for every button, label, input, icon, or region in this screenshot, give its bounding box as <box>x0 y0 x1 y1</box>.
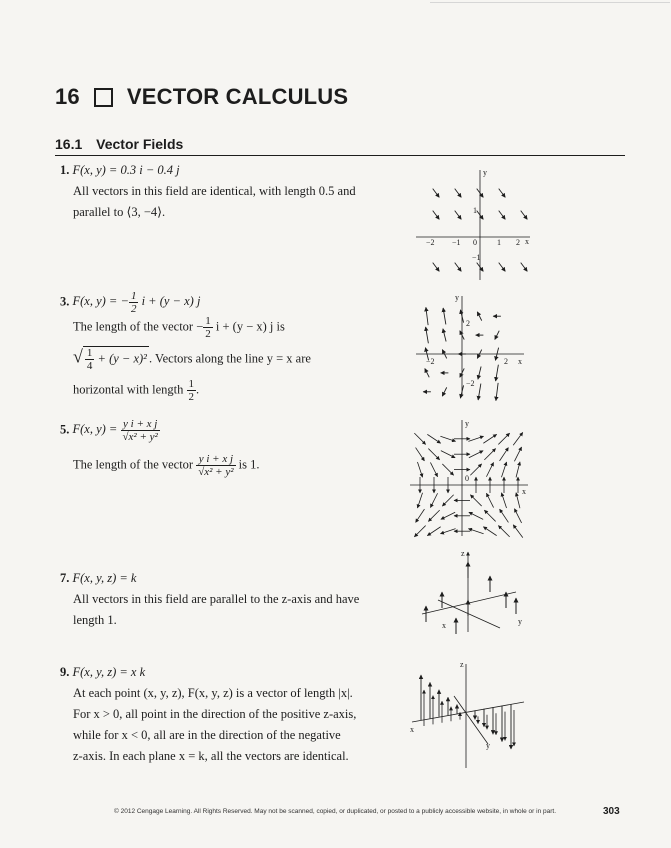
field-arrow <box>498 433 509 444</box>
field-arrow <box>430 462 437 476</box>
field-arrow <box>496 365 499 381</box>
formula-part: F(x, y) = <box>72 422 118 437</box>
text-part: is 1. <box>238 457 260 472</box>
tick-label: −2 <box>466 379 475 388</box>
tick-label: 0 <box>473 238 477 247</box>
y-axis-label: y <box>455 293 459 302</box>
tick-label: −1 <box>472 253 481 262</box>
problem-text-line: length 1. <box>73 613 117 627</box>
fraction-numerator: 1 <box>188 378 195 390</box>
field-arrow <box>468 436 483 441</box>
fraction-denominator: √x² + y² <box>122 431 158 443</box>
field-arrow <box>483 527 496 536</box>
fraction <box>196 453 235 478</box>
field-arrow <box>433 211 440 220</box>
field-arrow <box>427 527 440 536</box>
fraction-denominator: √x² + y² <box>198 466 234 478</box>
problem-text-line: All vectors in this field are identical, with length 0.5 and <box>73 184 356 198</box>
fraction <box>85 347 95 372</box>
field-arrow <box>428 449 439 460</box>
chapter-number: 16 <box>55 84 80 109</box>
field-arrow <box>483 434 496 443</box>
field-arrow <box>495 331 499 340</box>
problem-text-line: z-axis. In each plane x = k, all the vectors are identical. <box>73 749 349 763</box>
field-arrow <box>516 462 520 478</box>
z-axis-label: z <box>461 549 465 558</box>
problem-text-line <box>60 453 360 478</box>
fraction-numerator: 1 <box>205 315 211 327</box>
field-arrow <box>521 211 528 220</box>
field-arrow <box>501 462 506 477</box>
section-heading <box>55 136 625 156</box>
problem-7 <box>60 568 360 631</box>
tick-label: 2 <box>466 319 470 328</box>
problem-9 <box>60 662 360 767</box>
x-axis-label: x <box>522 487 526 496</box>
chapter-title: VECTOR CALCULUS <box>126 84 349 109</box>
y-axis <box>454 696 488 744</box>
fraction-denominator: 2 <box>188 391 195 403</box>
fraction-denominator: 4 <box>86 360 93 372</box>
problem-formula <box>72 418 160 443</box>
section-number: 16.1 <box>55 136 83 152</box>
vector-arrows <box>426 562 516 634</box>
field-arrow <box>500 448 509 461</box>
field-arrow <box>440 529 455 534</box>
vector-field-figure-3 <box>416 292 524 396</box>
field-arrow <box>486 462 493 476</box>
problem-text-line <box>60 378 360 403</box>
field-arrow <box>425 368 429 377</box>
field-arrow <box>469 512 483 519</box>
field-arrow <box>416 509 425 522</box>
z-axis-label: z <box>460 660 464 669</box>
x-axis <box>438 600 500 628</box>
formula-part: F(x, y) = − <box>72 294 129 309</box>
field-arrow <box>484 510 495 521</box>
fraction-numerator: 1 <box>86 347 93 359</box>
field-arrow <box>430 493 437 507</box>
field-arrow <box>514 447 521 461</box>
y-axis-label: y <box>465 419 469 428</box>
problem-number: 9. <box>60 665 70 679</box>
fraction <box>187 378 200 403</box>
problem-text-line: All vectors in this field are parallel to the z-axis and have <box>73 592 360 606</box>
field-arrow <box>513 525 523 538</box>
tick-label: 1 <box>497 238 501 247</box>
x-axis-label: x <box>518 357 522 366</box>
field-arrow <box>414 526 425 537</box>
fraction-numerator: y i + x j <box>196 453 235 466</box>
field-arrow <box>455 263 462 272</box>
field-arrow <box>498 526 509 537</box>
sqrt-symbol: √ <box>73 346 83 367</box>
field-arrow <box>443 329 446 342</box>
problem-5 <box>60 418 360 478</box>
field-arrow <box>521 263 528 272</box>
field-arrow <box>499 211 506 220</box>
field-arrow <box>486 493 493 507</box>
text-part: horizontal with length <box>73 382 187 397</box>
problem-number: 5. <box>60 422 70 437</box>
tick-label: 2 <box>516 238 520 247</box>
field-arrow <box>470 495 481 506</box>
field-arrow <box>433 189 440 198</box>
field-arrow <box>433 263 440 272</box>
field-arrow <box>440 436 455 441</box>
x-axis-label: x <box>442 621 446 630</box>
x-axis <box>412 702 524 722</box>
top-edge-line <box>430 2 670 3</box>
problem-3 <box>60 290 360 403</box>
field-arrow <box>514 509 521 523</box>
field-arrow <box>426 307 428 325</box>
field-arrow <box>441 512 455 519</box>
fraction-denominator: 2 <box>130 303 137 315</box>
field-arrow <box>484 449 495 460</box>
field-arrow <box>500 509 509 522</box>
vector-field-figure-1 <box>412 168 530 280</box>
fraction-denominator: 2 <box>205 328 211 340</box>
tick-label: −2 <box>426 357 435 366</box>
field-arrow <box>426 327 429 343</box>
field-arrow <box>499 263 506 272</box>
fraction <box>129 290 139 315</box>
y-axis-label: y <box>486 741 490 750</box>
fraction <box>203 315 213 340</box>
vector-field-figure-7 <box>412 548 528 644</box>
fraction-numerator: y i + x j <box>121 418 160 431</box>
text-part: . Vectors along the line y = x are <box>148 351 311 366</box>
field-arrow <box>496 383 498 401</box>
fraction <box>121 418 160 443</box>
problem-text-line <box>60 346 360 372</box>
y-axis-label: y <box>518 617 522 626</box>
vector-field-figure-5 <box>410 418 528 536</box>
problem-formula <box>72 290 201 315</box>
x-axis-label: x <box>525 237 529 246</box>
problem-formula: F(x, y, z) = x k <box>72 665 146 679</box>
x-axis-label: x <box>410 725 414 734</box>
tick-label: −1 <box>452 238 461 247</box>
problem-text-line: while for x < 0, all are in the direction of the negative <box>73 728 341 742</box>
tick-label: 2 <box>504 357 508 366</box>
field-arrow <box>427 434 440 443</box>
section-title: Vector Fields <box>96 136 184 152</box>
text-part: The length of the vector − <box>73 319 204 334</box>
problem-number: 1. <box>60 163 70 177</box>
tick-label: −2 <box>426 238 435 247</box>
problem-text-line: At each point (x, y, z), F(x, y, z) is a vector of length |x|. <box>73 686 353 700</box>
text-part: . <box>196 382 200 397</box>
field-arrow <box>477 312 481 321</box>
field-arrow <box>469 451 483 458</box>
field-arrow <box>478 384 481 400</box>
chapter-box-icon <box>94 88 113 107</box>
text-part: + (y − x)² <box>94 351 147 366</box>
field-arrow <box>442 387 446 396</box>
problem-number: 3. <box>60 294 70 309</box>
field-arrow <box>414 433 425 444</box>
problem-text-line: parallel to ⟨3, −4⟩. <box>73 205 166 219</box>
text-part: i + (y − x) j is <box>212 319 285 334</box>
problem-1 <box>60 160 360 223</box>
field-arrow <box>442 464 453 475</box>
fraction-numerator: 1 <box>130 290 137 302</box>
field-arrow <box>499 189 506 198</box>
field-arrow <box>516 493 520 509</box>
origin-label: 0 <box>465 474 469 483</box>
field-arrow <box>441 451 455 458</box>
copyright-footer: © 2012 Cengage Learning. All Rights Reserved. May not be scanned, copied, or duplicated, or posted to a publicly accessible website, in whole or in part. <box>114 808 556 815</box>
problem-text-line <box>60 315 360 340</box>
field-arrow <box>416 448 425 461</box>
field-arrow <box>513 432 523 445</box>
field-arrow <box>478 366 481 379</box>
field-arrow <box>468 529 483 534</box>
field-arrow <box>428 510 439 521</box>
chapter-heading <box>55 84 348 110</box>
field-arrow <box>501 493 506 508</box>
y-axis <box>422 592 516 614</box>
vector-field-figure-9 <box>404 656 530 780</box>
page-number: 303 <box>603 806 620 817</box>
field-arrow <box>442 495 453 506</box>
field-arrow <box>455 189 462 198</box>
problem-formula: F(x, y) = 0.3 i − 0.4 j <box>72 163 180 177</box>
field-arrow <box>470 464 481 475</box>
field-arrow <box>417 493 422 508</box>
sqrt-radicand <box>83 346 149 372</box>
tick-label: 1 <box>473 206 477 215</box>
field-arrow <box>443 308 446 324</box>
text-part: The length of the vector <box>73 457 194 472</box>
y-axis-label: y <box>483 168 487 177</box>
field-arrow <box>417 462 422 477</box>
problem-text-line: For x > 0, all point in the direction of the positive z-axis, <box>73 707 357 721</box>
field-arrow <box>455 211 462 220</box>
problem-number: 7. <box>60 571 70 585</box>
formula-part: i + (y − x) j <box>138 294 201 309</box>
problem-formula: F(x, y, z) = k <box>72 571 137 585</box>
